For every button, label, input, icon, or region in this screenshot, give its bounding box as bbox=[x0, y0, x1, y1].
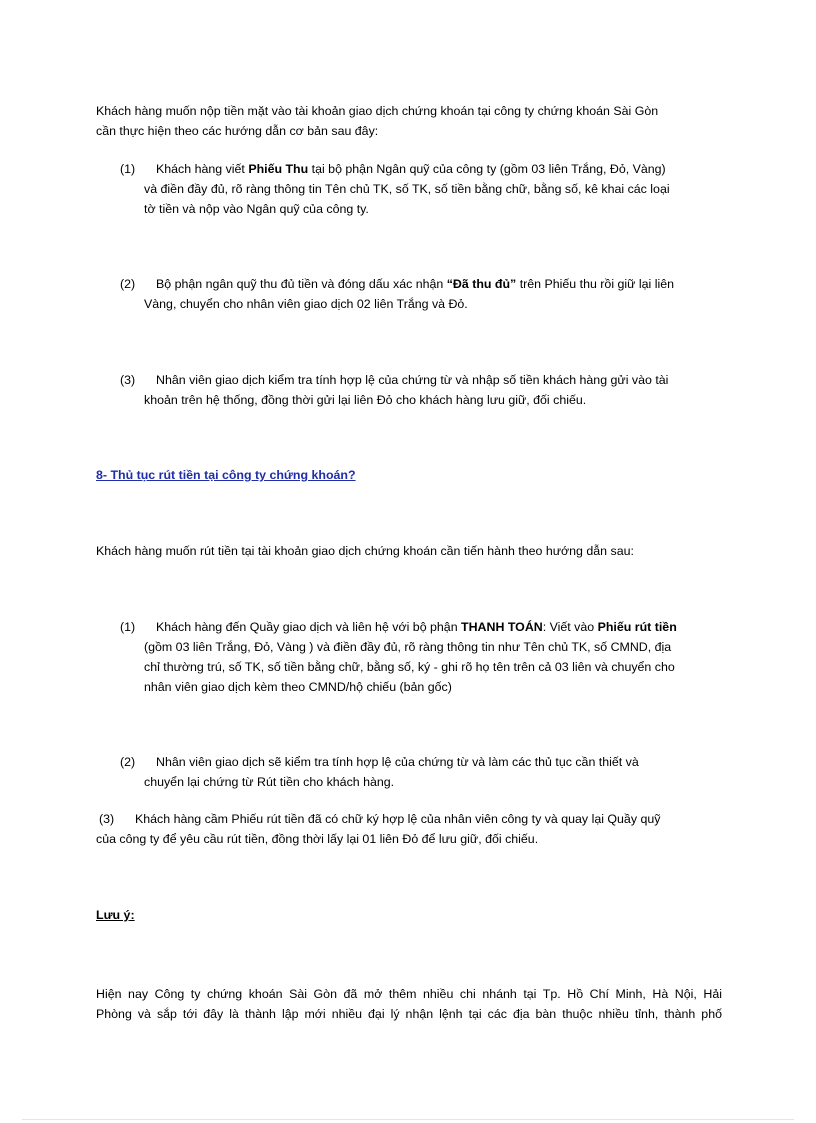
withdraw-step-3-line-2: của công ty để yêu cầu rút tiền, đồng thời lấy lại 01 liên Đỏ để lưu giữ, đối chiếu. bbox=[96, 832, 539, 846]
withdraw-step-1-line-4: nhân viên giao dịch kèm theo CMND/hộ chiếu (bản gốc) bbox=[144, 680, 452, 694]
note-line-1: Hiện nay Công ty chứng khoán Sài Gòn đã mở thêm nhiều chi nhánh tại Tp. Hồ Chí Minh, Hà Nội, Hải bbox=[96, 987, 722, 1001]
step-number: (1) bbox=[120, 162, 136, 176]
deposit-intro-paragraph bbox=[96, 101, 724, 141]
step-number: (2) bbox=[120, 277, 136, 291]
deposit-step-2-line-2: Vàng, chuyển cho nhân viên giao dịch 02 liên Trắng và Đỏ. bbox=[144, 297, 468, 311]
deposit-step-2-line-1: (2) Bộ phận ngân quỹ thu đủ tiền và đóng dấu xác nhận “Đã thu đủ” trên Phiếu thu rồi giữ lại liên bbox=[120, 274, 722, 294]
deposit-step-3 bbox=[120, 370, 722, 410]
note-line-2: Phòng và sắp tới đây là thành lập mới nhiều đại lý nhận lệnh tại các địa bàn thuộc nhiều tỉnh, thành phố bbox=[96, 1007, 722, 1021]
withdraw-step-3-line-1: (3) Khách hàng cầm Phiếu rút tiền đã có chữ ký hợp lệ của nhân viên công ty và quay lại Quầy quỹ bbox=[99, 809, 722, 829]
withdraw-intro-paragraph: Khách hàng muốn rút tiền tại tài khoản giao dịch chứng khoán cần tiến hành theo hướng dẫn sau: bbox=[96, 544, 634, 558]
withdraw-step-2-line-1: (2) Nhân viên giao dịch sẽ kiểm tra tính hợp lệ của chứng từ và làm các thủ tục cần thiết và bbox=[120, 752, 722, 772]
withdraw-step-1-line-1: (1) Khách hàng đến Quầy giao dịch và liên hệ với bộ phận THANH TOÁN: Viết vào Phiếu rút tiền bbox=[120, 617, 722, 637]
deposit-step-3-line-2: khoản trên hệ thống, đồng thời gửi lại liên Đỏ cho khách hàng lưu giữ, đối chiếu. bbox=[144, 393, 587, 407]
da-thu-du-term: “Đã thu đủ” bbox=[446, 277, 517, 291]
thanh-toan-term: THANH TOÁN bbox=[461, 620, 543, 634]
deposit-intro-line-2: cần thực hiện theo các hướng dẫn cơ bản sau đây: bbox=[96, 124, 379, 138]
withdraw-step-3 bbox=[96, 809, 722, 849]
step-number: (3) bbox=[120, 373, 136, 387]
phieu-thu-term: Phiếu Thu bbox=[248, 162, 309, 176]
deposit-step-1-line-3: tờ tiền và nộp vào Ngân quỹ của công ty. bbox=[144, 202, 369, 216]
deposit-step-1 bbox=[120, 159, 722, 219]
step-number: (1) bbox=[120, 620, 136, 634]
withdraw-step-1-line-3: chỉ thường trú, số TK, số tiền bằng chữ, bằng số, ký - ghi rõ họ tên trên cả 03 liên và chuyển cho bbox=[144, 660, 675, 674]
note-heading: Lưu ý: bbox=[96, 908, 135, 922]
withdraw-step-2 bbox=[120, 752, 722, 792]
withdraw-step-1-line-2: (gồm 03 liên Trắng, Đỏ, Vàng ) và điền đầy đủ, rõ ràng thông tin như Tên chủ TK, số CMND, địa bbox=[144, 640, 672, 654]
step-number: (3) bbox=[99, 812, 115, 826]
deposit-step-2 bbox=[120, 274, 722, 314]
page-bottom-divider bbox=[22, 1119, 794, 1120]
phieu-rut-tien-term: Phiếu rút tiền bbox=[597, 620, 677, 634]
withdraw-step-1 bbox=[120, 617, 722, 697]
withdraw-step-2-line-2: chuyển lại chứng từ Rút tiền cho khách hàng. bbox=[144, 775, 395, 789]
deposit-step-1-line-1: (1) Khách hàng viết Phiếu Thu tại bộ phận Ngân quỹ của công ty (gồm 03 liên Trắng, Đỏ, Vàng) bbox=[120, 159, 722, 179]
step-number: (2) bbox=[120, 755, 136, 769]
section-8-heading: 8- Thủ tục rút tiền tại công ty chứng khoán? bbox=[96, 468, 356, 482]
deposit-step-3-line-1: (3) Nhân viên giao dịch kiểm tra tính hợp lệ của chứng từ và nhập số tiền khách hàng gửi vào tài bbox=[120, 370, 722, 390]
deposit-step-1-line-2: và điền đầy đủ, rõ ràng thông tin Tên chủ TK, số TK, số tiền bằng chữ, bằng số, kê khai các loại bbox=[144, 182, 670, 196]
note-paragraph bbox=[96, 984, 722, 1024]
deposit-intro-line-1: Khách hàng muốn nộp tiền mặt vào tài khoản giao dịch chứng khoán tại công ty chứng khoán Sài Gòn bbox=[96, 104, 659, 118]
